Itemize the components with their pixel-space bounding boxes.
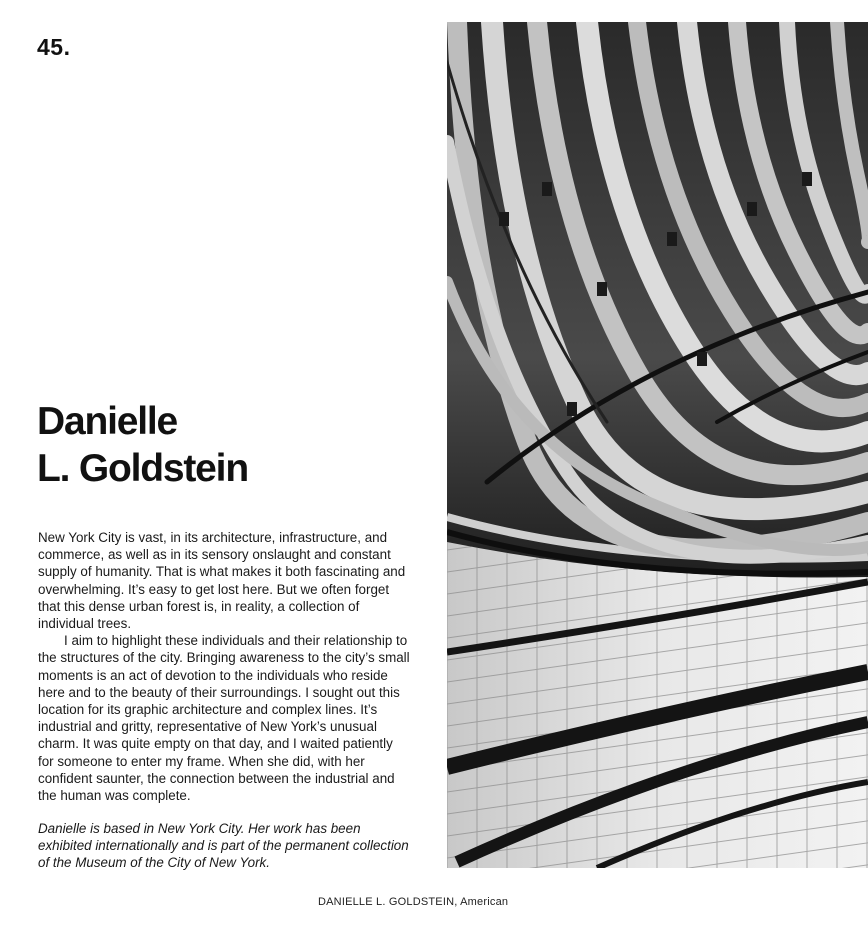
photo-caption: DANIELLE L. GOLDSTEIN, American bbox=[318, 896, 509, 908]
essay-paragraph: New York City is vast, in its architecture, infrastructure, and commerce, as well as in its sensory onslaught and constant supply of humanity. That is what makes it both fascinating and overwhelming. It’s easy to get lost here. But we often forget that this dense urban forest is, in reality, a collection of individual trees. bbox=[38, 530, 406, 632]
subway-tunnel-photo bbox=[447, 22, 868, 868]
photo-illustration bbox=[447, 22, 868, 868]
essay-body bbox=[38, 529, 410, 804]
page-number: 45. bbox=[37, 34, 71, 60]
author-name-line2: L. Goldstein bbox=[37, 447, 248, 490]
artist-bio: Danielle is based in New York City. Her work has been exhibited internationally and is part of the permanent collection of the Museum of the City of New York. bbox=[38, 821, 409, 871]
author-name-line1: Danielle bbox=[37, 400, 177, 443]
author-name bbox=[37, 398, 248, 492]
essay-paragraph: I aim to highlight these individuals and their relationship to the structures of the city. Bringing awareness to the city’s small moments is an act of devotion to the individuals who reside here and to the beauty of their surroundings. I sought out this location for its graphic architecture and complex lines. It’s industrial and gritty, representative of New York’s unusual charm. It was quite empty on that day, and I waited patiently for someone to enter my frame. When she did, with her confident saunter, the connection between the industrial and the human was complete. bbox=[38, 633, 410, 804]
